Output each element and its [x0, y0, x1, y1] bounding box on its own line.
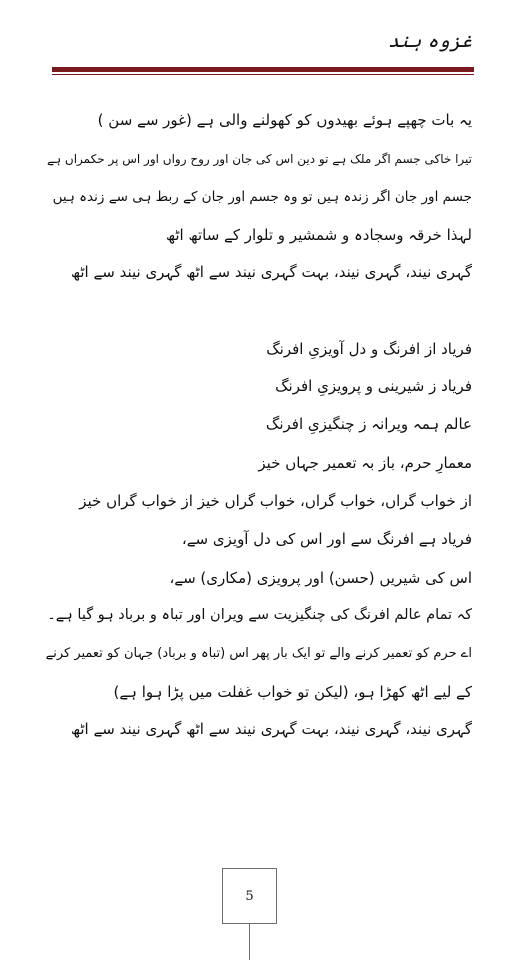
stanza1-line-4: لہذا خرقہ وسجادہ و شمشیر و تلوار کے ساتھ اٹھ: [165, 226, 472, 244]
page-header-title: غزوہ ہند: [388, 30, 472, 52]
page-number-stem: [249, 924, 250, 960]
stanza2-line-2: فریاد ز شیرینی و پرویزیِ افرنگ: [275, 377, 472, 395]
header-rule-thick: [52, 67, 474, 72]
stanza1-line-5: گہری نیند، گہری نیند، بہت گہری نیند سے اٹھ گہری نیند سے اٹھ: [70, 263, 472, 281]
stanza1-line-3: جسم اور جان اگر زندہ ہیں تو وہ جسم اور جان کے ربط ہی سے زندہ ہیں: [52, 189, 472, 205]
stanza2-line-6: فریاد ہے افرنگ سے اور اس کی دل آویزی سے،: [181, 530, 472, 548]
stanza2-line-3: عالم ہمہ ویرانہ ز چنگیزیِ افرنگ: [265, 415, 472, 433]
stanza2-line-4: معمارِ حرم، باز بہ تعمیر جہاں خیز: [258, 454, 472, 472]
page-number-box: [222, 868, 277, 924]
page-number: 5: [245, 888, 254, 904]
stanza2-line-1: فریاد از افرنگ و دل آویزیِ افرنگ: [266, 340, 472, 358]
stanza2-line-5: از خواب گراں، خواب گراں، خواب گراں خیز از خواب گراں خیز: [79, 492, 472, 510]
stanza2-line-7: اس کی شیریں (حسن) اور پرویزی (مکاری) سے،: [169, 569, 472, 587]
stanza2-line-10: کے لیے اٹھ کھڑا ہو، (لیکن تو خواب غفلت میں پڑا ہوا ہے): [113, 683, 472, 701]
stanza2-line-8: کہ تمام عالم افرنگ کی چنگیزیت سے ویران اور تباہ و برباد ہو گیا ہے۔: [47, 607, 472, 623]
header-rule-thin: [52, 74, 474, 75]
stanza2-line-9: اے حرم کو تعمیر کرنے والے تو ایک بار پھر اس (تباہ و برباد) جہان کو تعمیر کرنے: [45, 646, 472, 661]
stanza1-line-1: یہ بات چھپے ہوئے بھیدوں کو کھولنے والی ہے (غور سے سن ): [97, 111, 472, 129]
stanza1-line-2: تیرا خاکی جسم اگر ملک ہے تو دین اس کی جان اور روح رواں اور اس پر حکمراں ہے: [47, 152, 472, 166]
stanza2-line-11: گہری نیند، گہری نیند، بہت گہری نیند سے اٹھ گہری نیند سے اٹھ: [70, 720, 472, 738]
